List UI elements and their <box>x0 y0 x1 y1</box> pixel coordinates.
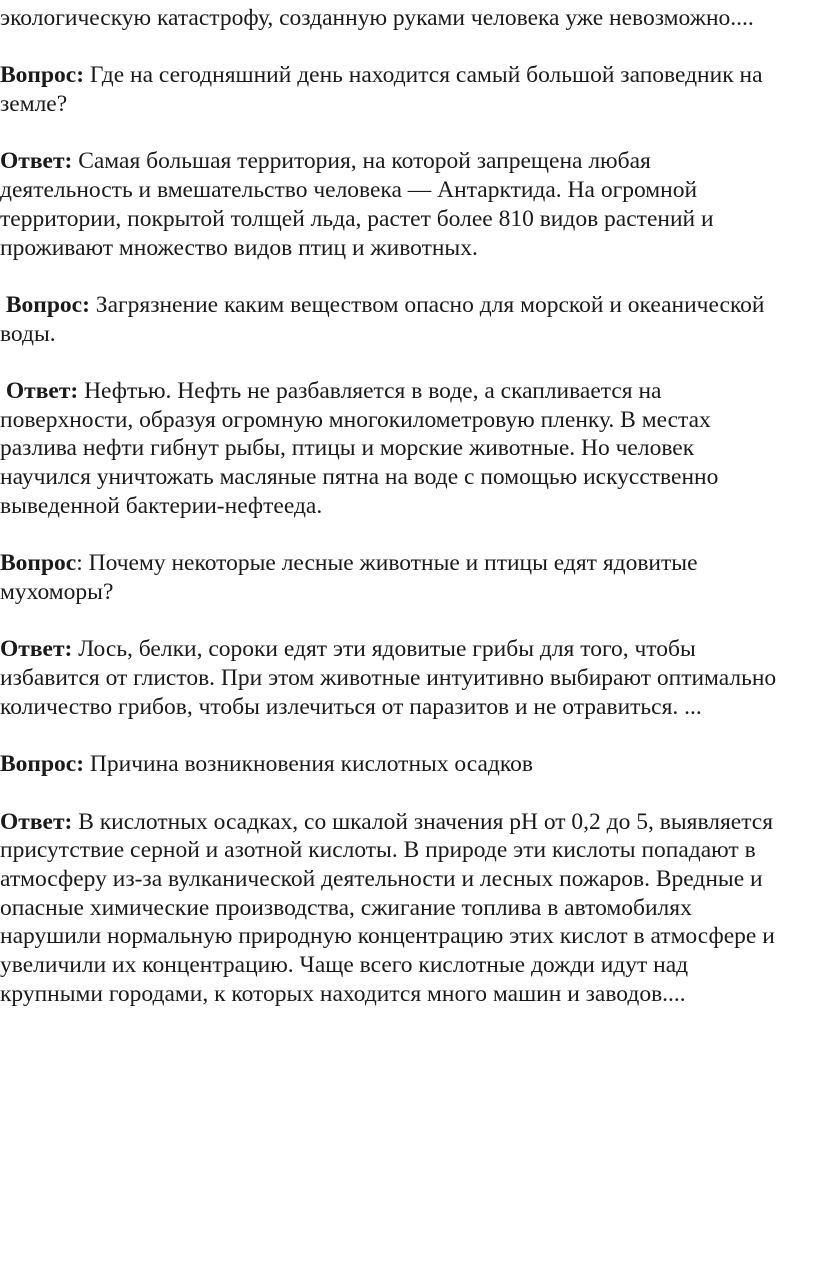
text-line <box>0 205 816 234</box>
question-paragraph <box>0 61 816 118</box>
line-text: воды. <box>0 320 56 347</box>
line-text: опасные химические производства, сжигание топлива в автомобилях <box>0 894 692 921</box>
text-line <box>0 578 816 607</box>
question-paragraph <box>0 549 816 606</box>
text-line <box>0 492 816 521</box>
text-line <box>0 865 816 894</box>
text-line <box>0 836 816 865</box>
answer-paragraph <box>0 808 816 1009</box>
answer-paragraph <box>0 147 816 262</box>
line-text: Где на сегодняшний день находится самый большой заповедник на <box>89 62 763 89</box>
text-line <box>0 808 816 837</box>
text-line <box>0 549 816 578</box>
answer-paragraph <box>0 377 816 521</box>
text-line <box>0 463 816 492</box>
paragraph-label: Ответ: <box>0 808 73 835</box>
text-line <box>0 951 816 980</box>
line-text: земле? <box>0 91 68 118</box>
line-text: выведенной бактерии-нефтееда. <box>0 492 323 519</box>
line-text: проживают множество видов птиц и животных. <box>0 234 478 261</box>
text-line <box>0 980 816 1009</box>
line-text: В кислотных осадках, со шкалой значения pH от 0,2 до 5, выявляется <box>78 808 774 835</box>
paragraph-label: Ответ: <box>0 148 73 175</box>
line-text: деятельность и вмешательство человека — Антарктида. На огромной <box>0 177 698 204</box>
label-separator: : <box>76 550 89 577</box>
text-line <box>0 90 816 119</box>
line-text: поверхности, образуя огромную многокилометровую пленку. В местах <box>0 406 711 433</box>
line-text: увеличили их концентрацию. Чаще всего кислотные дожди идут над <box>0 952 689 979</box>
line-text: экологическую катастрофу, созданную руками человека уже невозможно.... <box>0 5 754 31</box>
line-text: присутствие серной и азотной кислоты. В природе эти кислоты попадают в <box>0 837 756 864</box>
line-text: Почему некоторые лесные животные и птицы едят ядовитые <box>88 550 698 577</box>
line-text: крупными городами, к которых находится много машин и заводов.... <box>0 980 686 1007</box>
paragraph-label: Вопрос: <box>0 291 90 318</box>
text-line <box>0 635 816 664</box>
line-text: Причина возникновения кислотных осадков <box>89 751 533 778</box>
text-line <box>0 922 816 951</box>
line-text: Самая большая территория, на которой запрещена любая <box>78 148 651 175</box>
text-line <box>0 320 816 349</box>
paragraph-label: Ответ: <box>0 636 73 663</box>
line-text: Загрязнение каким веществом опасно для морской и океанической <box>95 291 765 318</box>
text-line <box>0 434 816 463</box>
text-line <box>0 147 816 176</box>
line-text: атмосферу из-за вулканической деятельности и лесных пожаров. Вредные и <box>0 865 763 892</box>
paragraph-label: Ответ: <box>0 378 79 405</box>
text-line <box>0 4 816 33</box>
text-line <box>0 406 816 435</box>
line-text: научился уничтожать масляные пятна на воде с помощью искусственно <box>0 464 719 491</box>
paragraph-label: Вопрос: <box>0 751 85 778</box>
text-line <box>0 377 816 406</box>
answer-paragraph <box>0 635 816 721</box>
text-paragraph <box>0 4 816 33</box>
line-text: избавится от глистов. При этом животные интуитивно выбирают оптимально <box>0 665 777 692</box>
text-line <box>0 61 816 90</box>
text-line <box>0 693 816 722</box>
line-text: Лось, белки, сороки едят эти ядовитые грибы для того, чтобы <box>78 636 696 663</box>
text-line <box>0 291 816 320</box>
question-paragraph <box>0 291 816 348</box>
text-line <box>0 894 816 923</box>
line-text: мухоморы? <box>0 578 114 605</box>
paragraph-label: Вопрос: <box>0 62 85 89</box>
line-text: Нефтью. Нефть не разбавляется в воде, а скапливается на <box>84 378 662 405</box>
text-line <box>0 234 816 263</box>
line-text: количество грибов, чтобы излечиться от паразитов и не отравиться. ... <box>0 693 702 720</box>
document-body <box>0 4 816 1037</box>
question-paragraph <box>0 750 816 779</box>
text-line <box>0 750 816 779</box>
paragraph-label: Вопрос <box>0 550 77 577</box>
text-line <box>0 176 816 205</box>
text-line <box>0 664 816 693</box>
line-text: нарушили нормальную природную концентрацию этих кислот в атмосфере и <box>0 923 775 950</box>
line-text: разлива нефти гибнут рыбы, птицы и морские животные. Но человек <box>0 435 695 462</box>
line-text: территории, покрытой толщей льда, растет более 810 видов растений и <box>0 205 714 232</box>
